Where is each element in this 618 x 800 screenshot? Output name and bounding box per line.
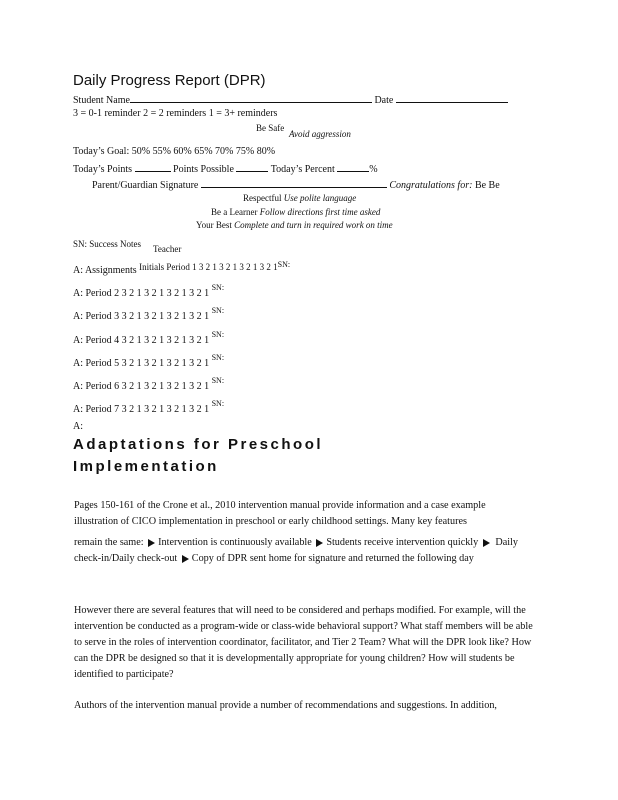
period-row xyxy=(73,376,225,392)
period-row xyxy=(73,306,225,322)
period-sn: SN: xyxy=(211,330,225,339)
respectful-row xyxy=(243,193,356,203)
report-title: Daily Progress Report (DPR) xyxy=(73,72,266,89)
period-text: A: Period 5 3 2 1 3 2 1 3 2 1 3 2 1 xyxy=(73,358,210,369)
final-a-label: A: xyxy=(73,421,83,432)
respectful-desc: Use polite language xyxy=(283,193,357,203)
features-line xyxy=(74,535,534,567)
todays-percent-field[interactable] xyxy=(337,162,369,172)
period-sn: SN: xyxy=(211,353,225,362)
todays-percent-label: Today’s Percent xyxy=(270,164,335,175)
period-row xyxy=(73,283,225,299)
period-row xyxy=(73,399,225,415)
triangle-bullet-icon xyxy=(316,539,323,547)
period-row xyxy=(73,330,225,346)
learner-label: Be a Learner xyxy=(211,207,258,217)
feature-item: Intervention is continuously available xyxy=(158,537,312,548)
assignments-row xyxy=(73,260,291,276)
paragraph-line: remain the same: xyxy=(74,537,144,548)
todays-points-label: Today’s Points xyxy=(73,164,133,175)
todays-goal: Today’s Goal: 50% 55% 60% 65% 70% 75% 80% xyxy=(73,146,276,157)
percent-sign: % xyxy=(369,164,378,175)
be-safe-label: Be Safe xyxy=(256,123,285,133)
feature-item: Daily check-in/Daily check-out xyxy=(74,537,518,564)
best-desc: Complete and turn in required work on time xyxy=(234,220,393,230)
points-possible-field[interactable] xyxy=(236,162,268,172)
period-text: A: Period 2 3 2 1 3 2 1 3 2 1 3 2 1 xyxy=(73,288,210,299)
learner-row xyxy=(211,207,380,217)
assignments-label: A: Assignments xyxy=(73,265,137,276)
signature-row xyxy=(92,178,500,191)
period-text: A: Period 7 3 2 1 3 2 1 3 2 1 3 2 1 xyxy=(73,404,210,415)
todays-points-field[interactable] xyxy=(135,162,171,172)
heading-line: Implementation xyxy=(73,458,219,475)
assignments-sn: SN: xyxy=(277,260,291,269)
student-name-row xyxy=(73,93,508,106)
student-name-label: Student Name xyxy=(73,95,130,106)
assignments-periods: Initials Period 1 3 2 1 3 2 1 3 2 1 3 2 1 xyxy=(139,262,278,272)
feature-item: Students receive intervention quickly xyxy=(326,537,479,548)
student-name-field[interactable] xyxy=(130,93,372,103)
date-label: Date xyxy=(374,95,394,106)
intro-paragraph xyxy=(74,498,534,567)
success-notes-label: Success Notes xyxy=(89,239,142,249)
period-sn: SN: xyxy=(211,306,225,315)
congratulations-label: Congratulations for: xyxy=(389,180,473,191)
section-heading xyxy=(73,434,323,478)
heading-line: Adaptations for Preschool xyxy=(73,436,324,453)
teacher-label: Teacher xyxy=(153,244,182,254)
paragraph-line: Pages 150-161 of the Crone et al., 2010 intervention manual provide information and a case example xyxy=(74,500,486,511)
points-possible-label: Points Possible xyxy=(173,164,234,175)
sn-label: SN: xyxy=(73,239,88,249)
period-text: A: Period 4 3 2 1 3 2 1 3 2 1 3 2 1 xyxy=(73,335,210,346)
date-field[interactable] xyxy=(396,93,508,103)
considerations-paragraph: However there are several features that will need to be considered and perhaps modified. For example, will the intervention be conducted as a program-wide or class-wide behavioral support? What staff members will be able to serve in the roles of intervention coordinator, facilitator, and Tier 2 Team? What will the DPR look like? How can the DPR be designed so that it is developmentally appropriate for young children? How will students be identified to participate? xyxy=(74,605,533,680)
period-text: A: Period 6 3 2 1 3 2 1 3 2 1 3 2 1 xyxy=(73,381,210,392)
period-row xyxy=(73,353,225,369)
authors-paragraph: Authors of the intervention manual provide a number of recommendations and suggestions. In addition, xyxy=(74,700,497,711)
sn-header xyxy=(73,239,141,249)
period-sn: SN: xyxy=(211,399,225,408)
feature-item: Copy of DPR sent home for signature and returned the following day xyxy=(191,553,474,564)
period-sn: SN: xyxy=(211,283,225,292)
rating-scale: 3 = 0-1 reminder 2 = 2 reminders 1 = 3+ reminders xyxy=(73,108,278,119)
be-safe-desc: Avoid aggression xyxy=(289,129,351,139)
points-row xyxy=(73,162,378,175)
paragraph-line: illustration of CICO implementation in preschool or early childhood settings. Many key features xyxy=(74,516,467,527)
best-row xyxy=(196,220,393,230)
period-text: A: Period 3 3 2 1 3 2 1 3 2 1 3 2 1 xyxy=(73,311,210,322)
triangle-bullet-icon xyxy=(182,555,189,563)
best-label: Your Best xyxy=(196,220,232,230)
congratulations-value: Be Be xyxy=(474,180,500,191)
signature-label: Parent/Guardian Signature xyxy=(92,180,199,191)
period-sn: SN: xyxy=(211,376,225,385)
signature-field[interactable] xyxy=(201,178,387,188)
triangle-bullet-icon xyxy=(483,539,490,547)
triangle-bullet-icon xyxy=(148,539,155,547)
respectful-label: Respectful xyxy=(243,193,282,203)
learner-desc: Follow directions first time asked xyxy=(259,207,381,217)
